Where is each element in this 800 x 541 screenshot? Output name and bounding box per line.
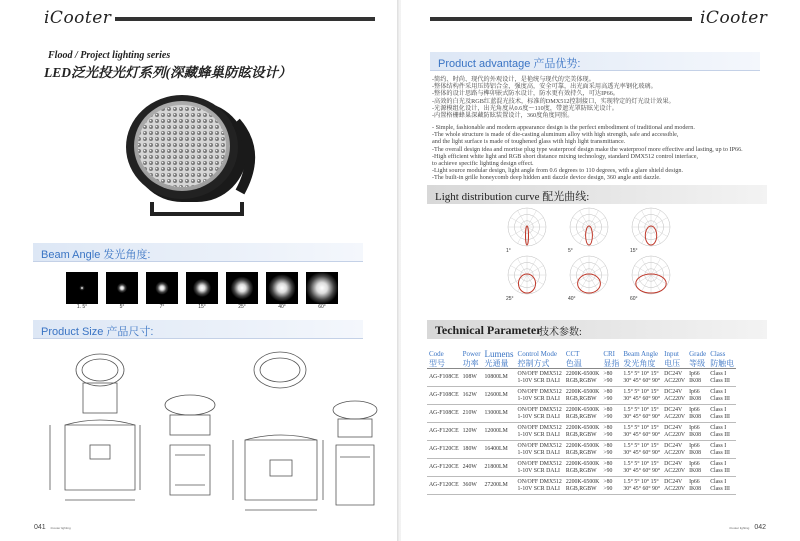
advantage-line: -高效的白光及RGB红蓝混光技术，标准的DMX512控制接口，实现特定的灯光设计效果。 [432, 97, 675, 105]
table-cell-line: 30° 45° 60° 90° [623, 449, 661, 456]
table-cell-line: RGB,RGBW [565, 485, 597, 492]
technical-parameter-heading: Technical Parameter [435, 323, 542, 337]
table-cell-line: >80 [603, 389, 613, 396]
table-cell-line: 30° 45° 60° 90° [623, 395, 661, 402]
table-cell-line: >90 [603, 449, 613, 456]
table-cell-line: >90 [603, 467, 613, 474]
polar-curve-label-2: 15° [630, 248, 638, 254]
table-cell-line: DC24V [664, 371, 683, 378]
table-cell-line: 2200K-6500K [565, 479, 600, 486]
table-cell-power: 120W [461, 423, 483, 441]
table-cell-cls [708, 441, 736, 459]
table-cell-cct [564, 423, 602, 441]
table-cell-cri [601, 369, 621, 387]
product-advantage-heading-bar [430, 52, 760, 71]
table-cell-line: 1-10V SCR DALI [517, 395, 560, 402]
floodlight-product-image [112, 82, 272, 222]
table-cell-line: DC24V [664, 443, 683, 450]
table-cell-line: RGB,RGBW [565, 377, 597, 384]
polar-curve-0 [506, 208, 546, 254]
table-cell-power: 162W [461, 387, 483, 405]
table-cell-line: >90 [603, 395, 613, 402]
advantage-line: -简约、时尚、现代的外观设计，是艳统与现代的完美体现。 [432, 76, 595, 83]
page-number-right-value: 042 [754, 524, 766, 531]
table-cell-cls [708, 423, 736, 441]
table-cell-lumens: 12600LM [483, 387, 516, 405]
column-header-en: Input [664, 350, 679, 358]
beam-angle-heading-bar [33, 243, 363, 262]
table-cell-line: 1-10V SCR DALI [517, 413, 560, 420]
table-cell-line: 2200K-6500K [565, 371, 600, 378]
table-cell-cls [708, 369, 736, 387]
table-cell-beam [621, 477, 662, 495]
table-cell-line: IK08 [689, 395, 701, 402]
column-header-cn: 显指 [603, 359, 620, 368]
beam-angle-heading: Beam Angle 发光角度: [41, 249, 151, 261]
beam-sample-label-4: 25° [238, 304, 246, 310]
table-cell-input [662, 423, 687, 441]
table-cell-line: Ip66 [689, 371, 700, 378]
table-cell-line: >80 [603, 461, 613, 468]
table-cell-cct [564, 459, 602, 477]
table-cell-lumens: 13000LM [483, 405, 516, 423]
table-cell-line: Class III [710, 395, 730, 402]
table-cell-line: Class III [710, 413, 730, 420]
table-cell-line: AC220V [664, 377, 686, 384]
table-cell-power: 108W [461, 369, 483, 387]
table-cell-cri [601, 477, 621, 495]
table-header-en [427, 350, 736, 359]
left-page [0, 0, 399, 541]
table-cell-line: RGB,RGBW [565, 431, 597, 438]
table-cell-input [662, 369, 687, 387]
beam-sample-5 [266, 272, 298, 304]
table-cell-line: AC220V [664, 449, 686, 456]
beam-sample-label-3: 15° [198, 304, 206, 310]
table-cell-beam [621, 387, 662, 405]
table-cell-line: 2200K-6500K [565, 425, 600, 432]
polar-curve-label-5: 60° [630, 296, 638, 302]
table-cell-line: Ip66 [689, 443, 700, 450]
table-cell-line: DC24V [664, 407, 683, 414]
column-header-en: Lumens [484, 349, 514, 359]
table-cell-line: 1.5° 5° 10° 15° [623, 461, 659, 468]
footer-small-left: iCooter lighting [50, 526, 71, 530]
table-cell-cct [564, 387, 602, 405]
brand-logo-right: iCooter [700, 8, 768, 28]
table-cell-line: >80 [603, 425, 613, 432]
table-cell-grade [687, 405, 708, 423]
column-header-en: CCT [565, 350, 580, 358]
table-cell-line: >80 [603, 479, 613, 486]
column-header-cn: 色温 [564, 359, 602, 369]
column-header-cn: 型号 [427, 359, 461, 369]
table-cell-line: 1-10V SCR DALI [517, 377, 560, 384]
table-cell-line: 1-10V SCR DALI [517, 431, 560, 438]
table-cell-line: IK08 [689, 467, 701, 474]
light-distribution-curves [505, 205, 685, 305]
table-cell-line: RGB,RGBW [565, 395, 597, 402]
table-cell-line: DC24V [664, 389, 683, 396]
table-cell-line: IK08 [689, 413, 701, 420]
table-cell-power: 210W [461, 405, 483, 423]
table-cell-line: Class III [710, 485, 730, 492]
table-cell-control [516, 369, 564, 387]
table-row [427, 387, 736, 405]
product-title: LED泛光投光灯系列(深藏蜂巢防眩设计） [44, 65, 292, 80]
beam-sample-label-0: 1. 5° [76, 304, 88, 310]
table-cell-line: IK08 [689, 449, 701, 456]
advantage-list-en [432, 124, 743, 182]
table-cell-line: 1.5° 5° 10° 15° [623, 425, 659, 432]
table-cell-line: Ip66 [689, 461, 700, 468]
table-cell-control [516, 423, 564, 441]
table-cell-grade [687, 387, 708, 405]
column-header-en: Beam Angle [623, 350, 659, 358]
table-cell-grade [687, 477, 708, 495]
polar-curve-3 [506, 256, 546, 302]
beam-sample-2 [146, 272, 178, 304]
footer-small-right: iCooter lighting [729, 526, 750, 530]
table-cell-line: Class I [710, 371, 727, 378]
table-cell-cct [564, 477, 602, 495]
light-distribution-heading-bar [427, 185, 767, 204]
column-header-cn: 发光角度 [621, 359, 662, 369]
size-drawing-small-side [165, 395, 215, 495]
table-row [427, 423, 736, 441]
table-header-cn [427, 359, 736, 369]
table-cell-line: 1.5° 5° 10° 15° [623, 479, 659, 486]
table-cell-beam [621, 369, 662, 387]
column-header-en: Grade [689, 350, 707, 358]
advantage-line: -Light source modular design, light angle from 0.6 degrees to 110 degrees, with a glare shield design. [432, 167, 683, 175]
table-cell-line: 30° 45° 60° 90° [623, 377, 661, 384]
table-cell-cri [601, 387, 621, 405]
advantage-line: -The overall design idea and mortise plug type waterproof design make the waterproof more effective and lasting, up to IP66. [432, 145, 743, 153]
table-row [427, 441, 736, 459]
polar-curve-label-3: 25° [506, 296, 514, 302]
table-cell-cct [564, 369, 602, 387]
table-cell-line: Class I [710, 479, 727, 486]
table-cell-power: 360W [461, 477, 483, 495]
table-cell-line: Class III [710, 467, 730, 474]
table-row [427, 477, 736, 495]
series-label: Flood / Project lighting series [48, 50, 171, 61]
table-cell-line: >80 [603, 443, 613, 450]
table-cell-cls [708, 459, 736, 477]
table-cell-line: 1.5° 5° 10° 15° [623, 371, 659, 378]
table-cell-line: >90 [603, 377, 613, 384]
table-cell-grade [687, 459, 708, 477]
advantage-line: -High efficient white light and RGB short distance mixing technology, standard DMX512 control interface, [432, 152, 699, 160]
page-number-left-value: 041 [34, 524, 46, 531]
advantage-line: - Simple, fashionable and modern appearance design is the perfect embodiment of traditional and modern. [432, 124, 695, 131]
table-cell-line: Ip66 [689, 389, 700, 396]
advantage-line: -内置格栅蜂巢深藏防眩装置设计，360度角度同照。 [432, 112, 574, 120]
table-cell-line: RGB,RGBW [565, 413, 597, 420]
table-cell-line: IK08 [689, 377, 701, 384]
polar-curve-2 [630, 208, 670, 254]
beam-sample-1 [106, 272, 138, 304]
table-cell-line: Ip66 [689, 425, 700, 432]
table-cell-line: Class I [710, 461, 727, 468]
table-cell-code: AG-F108CE [427, 405, 461, 423]
table-cell-line: 1-10V SCR DALI [517, 449, 560, 456]
header-rule-left [115, 17, 375, 21]
table-cell-code: AG-F120CE [427, 459, 461, 477]
table-cell-control [516, 387, 564, 405]
product-size-drawings [40, 345, 380, 515]
table-cell-line: >90 [603, 413, 613, 420]
table-cell-line: ON/OFF DMX512 [517, 407, 562, 414]
table-row [427, 369, 736, 387]
table-cell-line: DC24V [664, 479, 683, 486]
table-cell-beam [621, 423, 662, 441]
table-cell-line: ON/OFF DMX512 [517, 371, 562, 378]
table-cell-line: AC220V [664, 395, 686, 402]
technical-parameter-table [427, 350, 736, 495]
table-cell-input [662, 405, 687, 423]
table-cell-line: 1-10V SCR DALI [517, 467, 560, 474]
table-cell-cls [708, 387, 736, 405]
column-header-cn: 光通量 [483, 359, 516, 369]
table-cell-line: AC220V [664, 413, 686, 420]
table-cell-line: AC220V [664, 485, 686, 492]
beam-sample-label-2: 7° [159, 304, 165, 310]
table-cell-line: ON/OFF DMX512 [517, 479, 562, 486]
advantage-line: -整体结构件采用压铸铝合金，强度高，安全可靠，出光面采用高透光率钢化玻璃。 [432, 83, 657, 91]
table-cell-line: Class III [710, 449, 730, 456]
table-cell-line: 2200K-6500K [565, 389, 600, 396]
table-cell-code: AG-F108CE [427, 387, 461, 405]
table-cell-line: 1-10V SCR DALI [517, 485, 560, 492]
table-cell-cls [708, 477, 736, 495]
beam-sample-label-1: 5° [119, 304, 125, 310]
technical-parameter-heading-bar [427, 320, 767, 339]
table-cell-line: 1.5° 5° 10° 15° [623, 389, 659, 396]
size-drawing-large-side [333, 401, 377, 505]
table-cell-power: 240W [461, 459, 483, 477]
table-cell-cri [601, 405, 621, 423]
column-header-en: Power [462, 350, 481, 358]
polar-curve-label-0: 1° [506, 248, 511, 254]
table-cell-line: 2200K-6500K [565, 461, 600, 468]
table-cell-code: AG-F120CE [427, 441, 461, 459]
table-cell-line: RGB,RGBW [565, 467, 597, 474]
table-cell-grade [687, 369, 708, 387]
brand-logo-left: iCooter [44, 8, 112, 28]
table-cell-line: >90 [603, 485, 613, 492]
table-cell-line: Class I [710, 407, 727, 414]
table-cell-control [516, 459, 564, 477]
table-cell-line: AC220V [664, 431, 686, 438]
table-cell-line: IK08 [689, 431, 701, 438]
table-cell-cct [564, 405, 602, 423]
beam-sample-6 [306, 272, 338, 304]
advantage-list-cn [432, 76, 675, 119]
beam-sample-label-5: 40° [278, 304, 286, 310]
table-cell-code: AG-F108CE [427, 369, 461, 387]
size-drawing-small-front [50, 354, 140, 500]
table-cell-line: ON/OFF DMX512 [517, 425, 562, 432]
advantage-line: -The built-in grille honeycomb deep hidden anti dazzle device design, 360 angle anti dazzle. [432, 174, 661, 182]
beam-sample-4 [226, 272, 258, 304]
table-cell-line: DC24V [664, 425, 683, 432]
table-cell-lumens: 16400LM [483, 441, 516, 459]
table-cell-cri [601, 423, 621, 441]
polar-curve-4 [568, 256, 608, 302]
header-rule-right [430, 17, 692, 21]
light-distribution-heading: Light distribution curve 配光曲线: [435, 191, 590, 203]
table-cell-control [516, 405, 564, 423]
table-cell-power: 180W [461, 441, 483, 459]
table-cell-line: 30° 45° 60° 90° [623, 431, 661, 438]
table-cell-cct [564, 441, 602, 459]
table-cell-input [662, 441, 687, 459]
table-cell-line: Class I [710, 389, 727, 396]
polar-curve-1 [568, 208, 608, 254]
polar-curve-5 [630, 256, 670, 302]
table-cell-line: Ip66 [689, 407, 700, 414]
table-cell-input [662, 387, 687, 405]
advantage-line: to achieve specific lighting design effect. [432, 160, 534, 168]
table-cell-beam [621, 405, 662, 423]
column-header-en: Class [710, 350, 726, 358]
table-cell-line: AC220V [664, 467, 686, 474]
table-cell-line: 2200K-6500K [565, 443, 600, 450]
table-cell-code: AG-F120CE [427, 477, 461, 495]
table-cell-grade [687, 441, 708, 459]
table-cell-lumens: 27200LM [483, 477, 516, 495]
table-cell-cri [601, 459, 621, 477]
table-cell-line: ON/OFF DMX512 [517, 443, 562, 450]
column-header-cn: 防触电 [710, 359, 735, 368]
table-cell-line: 1.5° 5° 10° 15° [623, 407, 659, 414]
table-cell-line: 30° 45° 60° 90° [623, 413, 661, 420]
table-cell-lumens: 21800LM [483, 459, 516, 477]
table-cell-grade [687, 423, 708, 441]
product-advantage-heading: Product advantage 产品优势: [438, 58, 581, 70]
product-size-heading-bar [33, 320, 363, 339]
table-cell-input [662, 477, 687, 495]
page-number-left [34, 524, 71, 531]
column-header-cn: 等级 [687, 359, 708, 369]
table-cell-input [662, 459, 687, 477]
table-cell-line: 1.5° 5° 10° 15° [623, 443, 659, 450]
beam-sample-3 [186, 272, 218, 304]
table-cell-line: DC24V [664, 461, 683, 468]
product-size-heading: Product Size 产品尺寸: [41, 326, 154, 338]
table-cell-line: 30° 45° 60° 90° [623, 485, 661, 492]
table-cell-control [516, 441, 564, 459]
table-cell-beam [621, 459, 662, 477]
table-cell-line: RGB,RGBW [565, 449, 597, 456]
advantage-line: and the light surface is made of toughened glass with high light transmittance. [432, 138, 626, 146]
table-cell-line: Class I [710, 443, 727, 450]
table-cell-line: Class I [710, 425, 727, 432]
size-drawing-large-front [233, 352, 323, 510]
table-cell-lumens: 10800LM [483, 369, 516, 387]
table-cell-line: 2200K-6500K [565, 407, 600, 414]
table-cell-line: IK08 [689, 485, 701, 492]
table-cell-lumens: 12000LM [483, 423, 516, 441]
column-header-en: Code [429, 350, 444, 358]
table-row [427, 405, 736, 423]
table-cell-control [516, 477, 564, 495]
column-header-en: Control Mode [517, 350, 558, 358]
column-header-cn: 控制方式 [516, 359, 564, 369]
table-cell-line: Ip66 [689, 479, 700, 486]
table-cell-line: ON/OFF DMX512 [517, 389, 562, 396]
table-cell-line: >80 [603, 407, 613, 414]
table-cell-beam [621, 441, 662, 459]
column-header-en: CRI [603, 350, 615, 358]
column-header-cn: 电压 [662, 359, 687, 369]
page-number-right [729, 524, 766, 531]
table-cell-line: 30° 45° 60° 90° [623, 467, 661, 474]
table-row [427, 459, 736, 477]
table-cell-cri [601, 441, 621, 459]
table-cell-line: ON/OFF DMX512 [517, 461, 562, 468]
technical-parameter-heading-cn: 技术参数: [539, 327, 582, 338]
table-cell-line: >80 [603, 371, 613, 378]
table-cell-cls [708, 405, 736, 423]
table-cell-code: AG-F120CE [427, 423, 461, 441]
beam-sample-0 [66, 272, 98, 304]
beam-sample-label-6: 60° [318, 304, 326, 310]
table-cell-line: >90 [603, 431, 613, 438]
polar-curve-label-4: 40° [568, 296, 576, 302]
advantage-line: -光源模组化设计，出光角度从0.6度～110度，带遮光罩防眩光设计。 [432, 104, 618, 112]
advantage-line: -整体的设计思路与榫卯嵌式防水设计，防水更有效持久，可达IP66。 [432, 90, 619, 98]
column-header-cn: 功率 [461, 359, 483, 369]
advantage-line: -The whole structure is made of die-casting aluminum alloy with high strength, safe and accessible, [432, 131, 679, 139]
polar-curve-label-1: 5° [568, 248, 573, 254]
table-cell-line: Class III [710, 377, 730, 384]
table-cell-line: Class III [710, 431, 730, 438]
